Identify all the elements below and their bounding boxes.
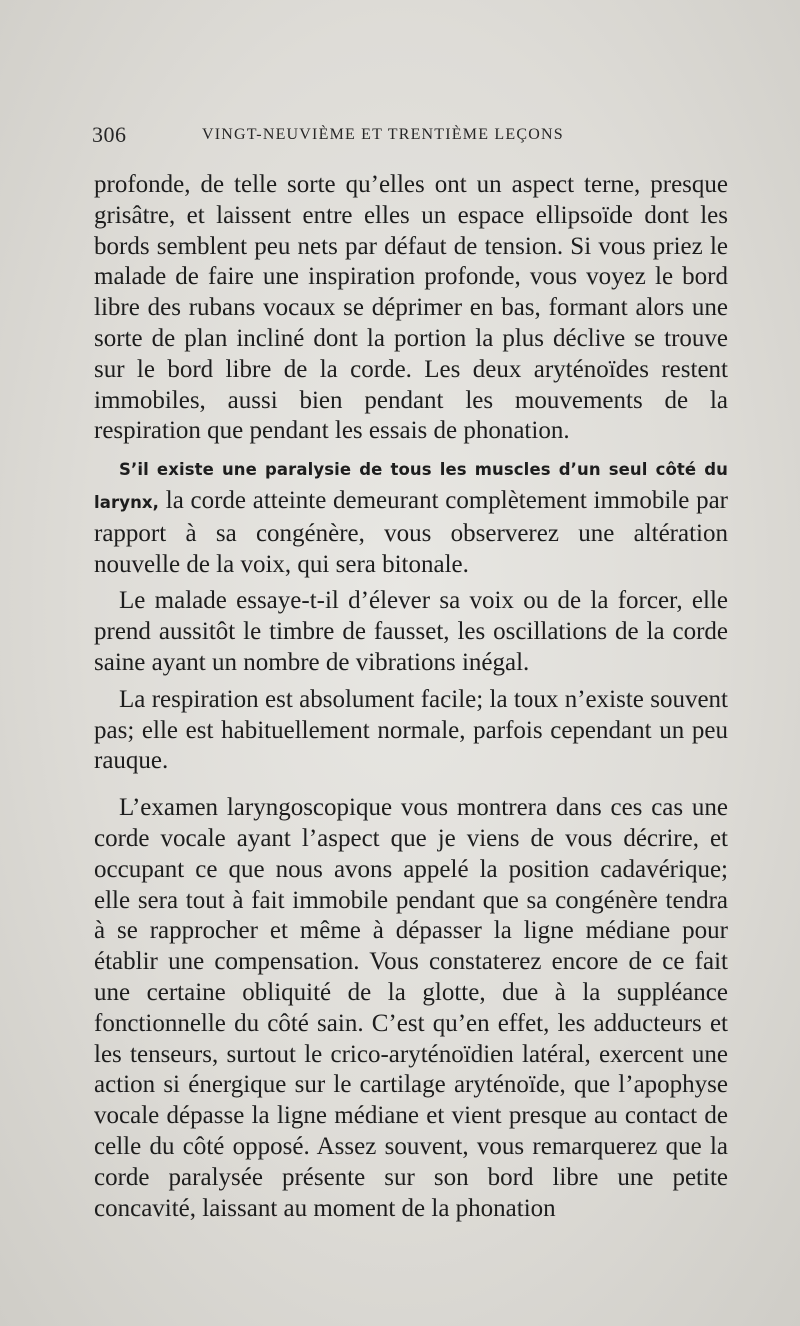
paragraph-1: profonde, de telle sorte qu’elles ont un aspect terne, presque grisâtre, et laissent entre elles un espace ellipsoïde dont les bords semblent peu nets par défaut de tension. Si vous priez le malade de faire une inspiration profonde, vous voyez le bord libre des rubans vocaux se déprimer en bas, formant alors une sorte de plan incliné dont la portion la plus déclive se trouve sur le bord libre de la corde. Les deux aryténoïdes restent immobiles, aussi bien pendant les mouvements de la respiration que pendant les essais de phonation. — [94, 171, 728, 445]
paragraph-2-text: la corde atteinte demeurant complètement immobile par rapport à sa congénère, vous observerez une altération nouvelle de la voix, qui sera bitonale. — [94, 486, 728, 578]
paragraph-4: La respiration est absolument facile; la toux n’existe souvent pas; elle est habituellement normale, parfois cependant un peu rauque. — [94, 685, 728, 775]
paragraph-3: Le malade essaye-t-il d’élever sa voix ou de la forcer, elle prend aussitôt le timbre de fausset, les oscillations de la corde saine ayant un nombre de vibrations inégal. — [94, 587, 728, 676]
paragraph-5: L’examen laryngoscopique vous montrera dans ces cas une corde vocale ayant l’aspect que je viens de vous décrire, et occupant ce que nous avons appelé la position cadavérique; elle sera tout à fait immobile pendant que sa congénère tendra à se rapprocher et même à dépasser la ligne médiane pour établir une compensation. Vous constaterez encore de ce fait une certaine obliquité de la glotte, due à la suppléance fonctionnelle du côté sain. C’est qu’en effet, les adducteurs et les tenseurs, surtout le crico-aryténoïdien latéral, exercent une action si énergique sur le cartilage aryténoïde, que l’apophyse vocale dépasse la ligne médiane et vient presque au contact de celle du côté opposé. Assez souvent, vous remarquerez que la corde paralysée présente sur son bord libre une petite concavité, laissant au moment de la phonation — [94, 794, 728, 1222]
paragraph-2 — [94, 453, 728, 580]
body-text — [94, 170, 728, 1224]
bold-heading-run: S’il existe une paralysie de tous les muscles d’un seul côté du larynx, — [94, 460, 728, 512]
page-number: 306 — [92, 122, 127, 147]
running-title: VINGT-NEUVIÈME ET TRENTIÈME LEÇONS — [202, 126, 564, 143]
page-header — [92, 122, 732, 148]
